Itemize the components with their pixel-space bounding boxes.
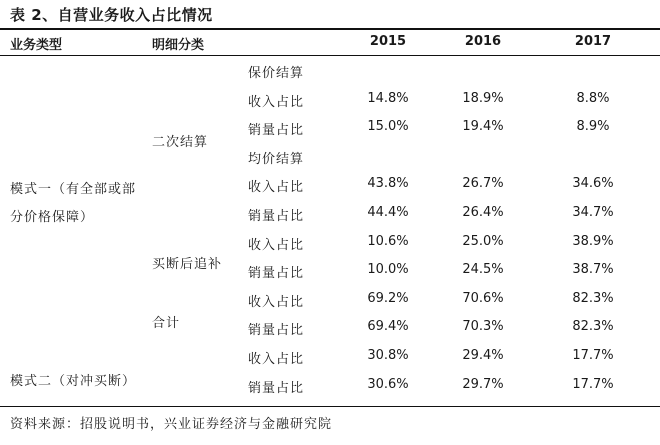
group-mode-one-line2: 分价格保障） bbox=[10, 210, 95, 225]
row-label: 销量占比 bbox=[248, 266, 305, 281]
row-label: 收入占比 bbox=[248, 95, 305, 110]
row-value: 69.2% bbox=[367, 291, 409, 306]
row-value: 82.3% bbox=[572, 319, 614, 334]
row-label: 销量占比 bbox=[248, 209, 305, 224]
row-value: 44.4% bbox=[367, 205, 409, 220]
row-value: 26.4% bbox=[462, 205, 504, 220]
source-note: 资料来源：招股说明书，兴业证券经济与金融研究院 bbox=[10, 417, 333, 432]
header-year-2017: 2017 bbox=[574, 34, 612, 49]
row-value: 38.7% bbox=[572, 262, 614, 277]
top-rule bbox=[0, 28, 660, 30]
row-value: 8.9% bbox=[576, 119, 610, 134]
row-label: 收入占比 bbox=[248, 352, 305, 367]
header-rule bbox=[0, 55, 660, 56]
row-value: 43.8% bbox=[367, 176, 409, 191]
row-value: 30.8% bbox=[367, 348, 409, 363]
row-value: 34.7% bbox=[572, 205, 614, 220]
header-year-2015: 2015 bbox=[369, 34, 407, 49]
subgroup-buyout-compensation: 买断后追补 bbox=[152, 257, 223, 272]
subgroup-secondary-settlement: 二次结算 bbox=[152, 135, 209, 150]
table-title: 表 2、自营业务收入占比情况 bbox=[10, 6, 213, 24]
header-year-2016: 2016 bbox=[464, 34, 502, 49]
row-value: 70.3% bbox=[462, 319, 504, 334]
row-label: 收入占比 bbox=[248, 295, 305, 310]
row-value: 29.7% bbox=[462, 377, 504, 392]
row-label: 收入占比 bbox=[248, 180, 305, 195]
row-label: 销量占比 bbox=[248, 123, 305, 138]
row-value: 15.0% bbox=[367, 119, 409, 134]
row-value: 10.6% bbox=[367, 234, 409, 249]
row-value: 70.6% bbox=[462, 291, 504, 306]
row-label: 收入占比 bbox=[248, 238, 305, 253]
row-value: 29.4% bbox=[462, 348, 504, 363]
row-value: 18.9% bbox=[462, 91, 504, 106]
row-value: 38.9% bbox=[572, 234, 614, 249]
row-value: 8.8% bbox=[576, 91, 610, 106]
row-value: 34.6% bbox=[572, 176, 614, 191]
row-value: 30.6% bbox=[367, 377, 409, 392]
row-value: 82.3% bbox=[572, 291, 614, 306]
group-mode-one-line1: 模式一（有全部或部 bbox=[10, 182, 137, 197]
header-business-type: 业务类型 bbox=[10, 38, 63, 53]
row-label: 均价结算 bbox=[248, 152, 305, 167]
row-value: 69.4% bbox=[367, 319, 409, 334]
row-value: 17.7% bbox=[572, 377, 614, 392]
row-value: 10.0% bbox=[367, 262, 409, 277]
row-value: 25.0% bbox=[462, 234, 504, 249]
subgroup-total: 合计 bbox=[152, 316, 181, 331]
row-label: 销量占比 bbox=[248, 323, 305, 338]
row-value: 24.5% bbox=[462, 262, 504, 277]
row-value: 17.7% bbox=[572, 348, 614, 363]
row-value: 26.7% bbox=[462, 176, 504, 191]
bottom-rule bbox=[0, 406, 660, 407]
header-detail-category: 明细分类 bbox=[152, 38, 205, 53]
row-value: 14.8% bbox=[367, 91, 409, 106]
row-label: 保价结算 bbox=[248, 66, 305, 81]
row-value: 19.4% bbox=[462, 119, 504, 134]
row-label: 销量占比 bbox=[248, 381, 305, 396]
group-mode-two: 模式二（对冲买断） bbox=[10, 374, 137, 389]
